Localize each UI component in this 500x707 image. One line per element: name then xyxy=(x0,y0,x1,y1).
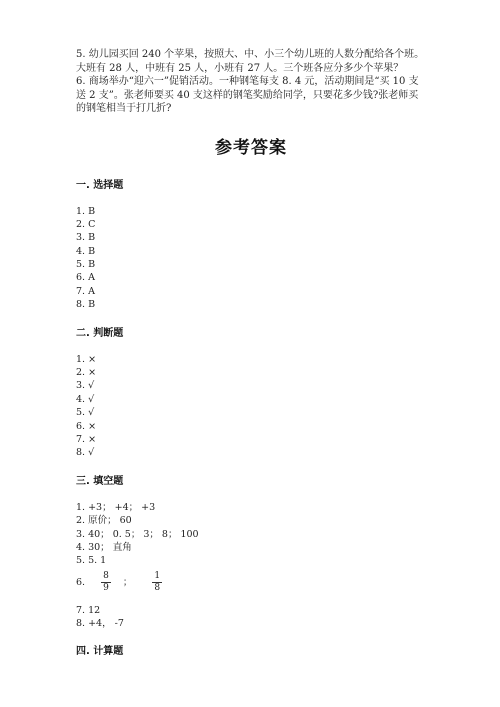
section-choice-heading: 一. 选择题 xyxy=(76,179,124,191)
problem-6-line-2: 送 2 支”。张老师要买 40 支这样的钢笔奖励给同学，只要花多少钱?张老师买 xyxy=(76,89,419,101)
choice-answer-4: 4. B xyxy=(76,245,96,257)
judge-answer-8: 8. √ xyxy=(76,447,95,459)
choice-answer-1: 1. B xyxy=(76,205,96,217)
fill-answer-4: 4. 30； 直角 xyxy=(76,541,132,553)
judge-answer-7: 7. × xyxy=(76,433,97,445)
answer-title: 参考答案 xyxy=(215,137,287,158)
problem-6-line-1: 6. 商场举办“迎六一”促销活动。一种钢笔每支 8. 4 元，活动期间是“买 10 支 xyxy=(76,76,419,87)
problem-6-line-3: 的钢笔相当于打几折? xyxy=(76,103,172,114)
section-judge-heading: 二. 判断题 xyxy=(76,327,124,339)
choice-answer-5: 5. B xyxy=(76,259,96,271)
choice-answer-2: 2. C xyxy=(76,218,96,230)
fraction-eight-ninths xyxy=(101,571,111,594)
fill-answer-list xyxy=(76,501,426,631)
problem-5 xyxy=(76,48,426,75)
section-fill-heading: 三. 填空题 xyxy=(76,475,124,487)
judge-answer-1: 1. × xyxy=(76,353,97,365)
fraction-1-denominator: 9 xyxy=(103,583,109,594)
judge-answer-4: 4. √ xyxy=(76,393,95,405)
fraction-2-numerator: 1 xyxy=(154,571,161,582)
section-calc-heading: 四. 计算题 xyxy=(76,646,124,658)
judge-answer-5: 5. √ xyxy=(76,407,95,419)
fraction-2-denominator: 8 xyxy=(154,583,161,594)
fill-answer-8: 8. +4， -7 xyxy=(76,618,124,630)
problem-5-line-2: 大班有 28 人，中班有 25 人，小班有 27 人。三个班各应分多少个苹果？ xyxy=(76,62,404,74)
fill-answer-2: 2. 原价； 60 xyxy=(76,515,132,527)
fill-answer-3: 3. 40； 0. 5； 3； 8； 100 xyxy=(76,528,199,540)
problem-6 xyxy=(76,75,426,116)
choice-answer-8: 8. B xyxy=(76,299,96,311)
choice-answer-7: 7. A xyxy=(76,285,95,297)
judge-answer-2: 2. × xyxy=(76,367,97,379)
judge-answer-3: 3. √ xyxy=(76,380,95,392)
choice-answer-6: 6. A xyxy=(76,272,95,284)
problem-5-line-1: 5. 幼儿园买回 240 个苹果，按照大、中、小三个幼儿班的人数分配给各个班。 xyxy=(76,49,425,60)
fill-answer-7: 7. 12 xyxy=(76,604,101,616)
document-page xyxy=(76,48,426,657)
fill-answer-6 xyxy=(76,568,426,598)
fraction-separator: ； xyxy=(122,576,133,588)
choice-answer-3: 3. B xyxy=(76,232,96,244)
judge-answer-list xyxy=(76,353,426,460)
fill-answer-1: 1. +3； +4； +3 xyxy=(76,501,156,513)
fraction-1-numerator: 8 xyxy=(103,571,109,582)
fill-answer-5: 5. 5. 1 xyxy=(76,555,107,567)
judge-answer-6: 6. × xyxy=(76,420,97,432)
fraction-one-eighth xyxy=(152,571,162,594)
choice-answer-list xyxy=(76,205,426,312)
fill-answer-6-label: 6. xyxy=(76,576,86,588)
